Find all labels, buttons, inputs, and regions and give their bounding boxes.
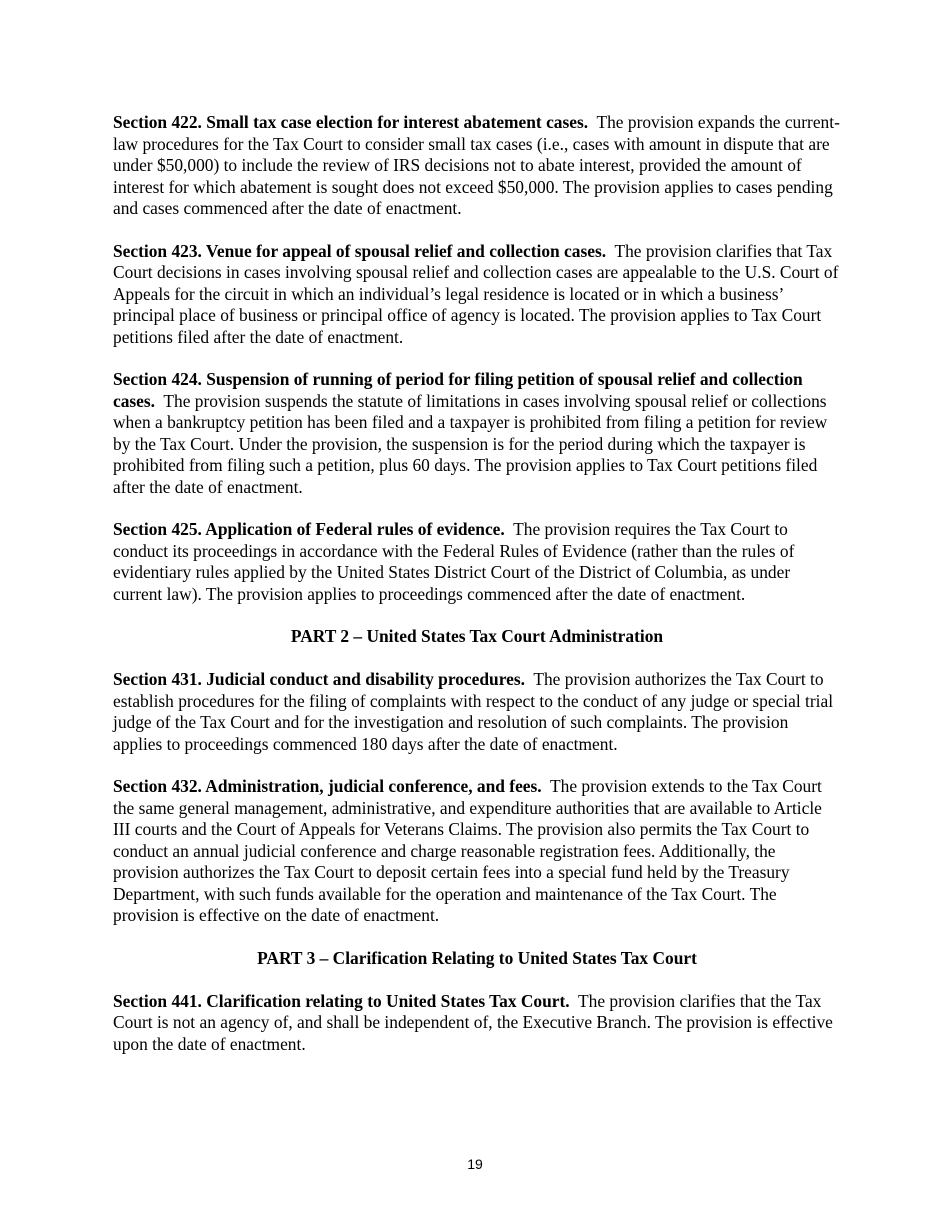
section-441-heading: Section 441. Clarification relating to United States Tax Court. — [113, 990, 570, 1011]
section-424-body: The provision suspends the statute of limitations in cases involving spousal relief or collections when a bankruptcy petition has been filed and a taxpayer is prohibited from filing a petition for review by the Tax Court. Under the provision, the suspension is for the period during which the taxpayer is prohibited from filing such a petition, plus 60 days. The provision applies to Tax Court petitions filed after the date of enactment. — [113, 390, 828, 497]
section-441 — [113, 991, 841, 1056]
part-2-heading: PART 2 – United States Tax Court Administration — [290, 626, 664, 646]
page-number: 19 — [467, 1156, 483, 1172]
document-body — [113, 112, 841, 1076]
section-423-heading: Section 423. Venue for appeal of spousal relief and collection cases. — [113, 240, 607, 261]
part-3-heading: PART 3 – Clarification Relating to United States Tax Court — [257, 947, 697, 968]
section-441-body: The provision clarifies that the Tax Court is not an agency of, and shall be independent of, the Executive Branch. The provision is effective upon the date of enactment. — [113, 990, 833, 1054]
section-423 — [113, 241, 841, 349]
section-432 — [113, 776, 841, 927]
section-425-body: The provision requires the Tax Court to conduct its proceedings in accordance with the Federal Rules of Evidence (rather than the rules of evidentiary rules applied by the United States District Court of the District of Columbia, as under current law). The provision applies to proceedings commenced after the date of enactment. — [113, 519, 795, 604]
section-422-heading: Section 422. Small tax case election for interest abatement cases. — [113, 112, 589, 132]
section-422 — [113, 112, 841, 220]
section-432-body: The provision extends to the Tax Court the same general management, administrative, and expenditure authorities that are available to Article III courts and the Court of Appeals for Veterans Claims. The provision also permits the Tax Court to conduct an annual judicial conference and charge reasonable registration fees. Additionally, the provision authorizes the Tax Court to deposit certain fees into a special fund held by the Treasury Department, with such funds available for the operation and maintenance of the Tax Court. The provision is effective on the date of enactment. — [113, 776, 822, 925]
section-432-heading: Section 432. Administration, judicial conference, and fees. — [113, 776, 542, 796]
section-425 — [113, 519, 841, 605]
section-422-body: The provision expands the current-law procedures for the Tax Court to consider small tax cases (i.e., cases with amount in dispute that are under $50,000) to include the review of IRS decisions not to abate interest, provided the amount of interest for which abatement is sought does not exceed $50,000. The provision applies to cases pending and cases commenced after the date of enactment. — [113, 112, 840, 218]
section-423-body: The provision clarifies that Tax Court decisions in cases involving spousal relief and collection cases are appealable to the U.S. Court of Appeals for the circuit in which an individual’s legal residence is located or in which a business’ principal place of business or principal office of agency is located. The provision applies to Tax Court petitions filed after the date of enactment. — [113, 240, 839, 347]
section-431-heading: Section 431. Judicial conduct and disability procedures. — [113, 669, 525, 689]
section-431 — [113, 669, 841, 755]
section-424-heading: Section 424. Suspension of running of period for filing petition of spousal relief and collection cases. — [113, 369, 803, 411]
section-431-body: The provision authorizes the Tax Court to establish procedures for the filing of complaints with respect to the conduct of any judge or special trial judge of the Tax Court and for the investigation and resolution of such complaints. The provision applies to proceedings commenced 180 days after the date of enactment. — [113, 669, 834, 754]
section-425-heading: Section 425. Application of Federal rules of evidence. — [113, 519, 505, 539]
section-424 — [113, 369, 841, 498]
